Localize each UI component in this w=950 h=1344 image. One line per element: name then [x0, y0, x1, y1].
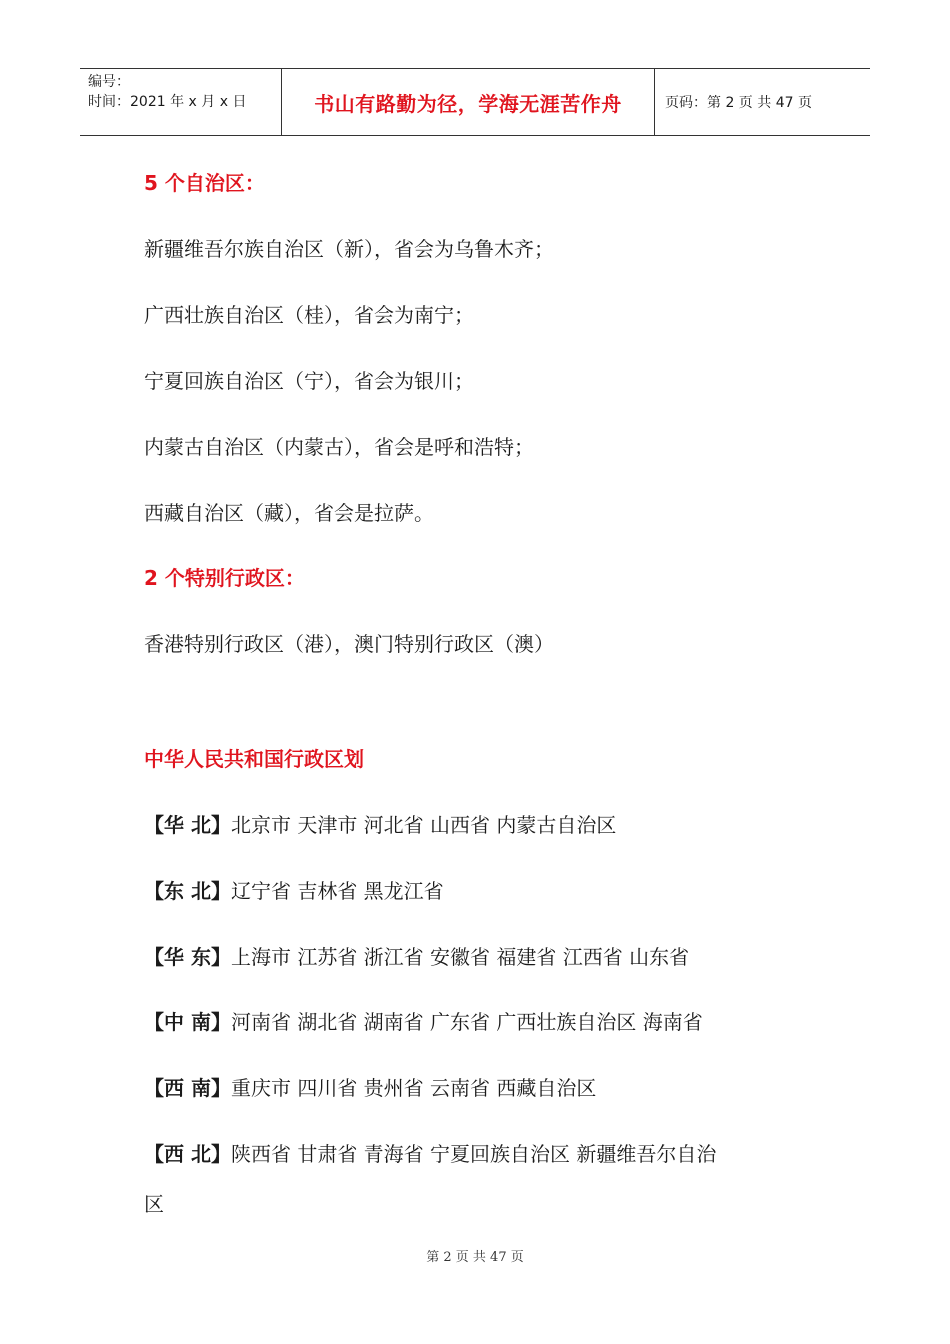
region-provinces: 陕西省 甘肃省 青海省 宁夏回族自治区 新疆维吾尔自治	[230, 1142, 717, 1166]
autonomous-region-item: 广西壮族自治区（桂），省会为南宁；	[144, 303, 474, 327]
region-provinces: 重庆市 四川省 贵州省 云南省 西藏自治区	[230, 1076, 597, 1100]
document-number-label: 编号：	[88, 74, 130, 90]
sar-heading: 2 个特别行政区：	[144, 566, 305, 590]
region-row	[144, 1139, 716, 1169]
page-header	[80, 68, 870, 136]
region-row	[144, 876, 444, 906]
region-provinces: 河南省 湖北省 湖南省 广东省 广西壮族自治区 海南省	[230, 1010, 703, 1034]
region-label: 【西 北】	[144, 1142, 231, 1166]
sar-text: 香港特别行政区（港），澳门特别行政区（澳）	[144, 632, 554, 656]
autonomous-regions-heading: 5 个自治区：	[144, 171, 265, 195]
autonomous-region-item: 内蒙古自治区（内蒙古），省会是呼和浩特；	[144, 435, 534, 459]
autonomous-region-item: 新疆维吾尔族自治区（新），省会为乌鲁木齐；	[144, 237, 554, 261]
header-page-info: 页码：第 2 页 共 47 页	[665, 95, 812, 111]
region-provinces: 北京市 天津市 河北省 山西省 内蒙古自治区	[230, 813, 617, 837]
divisions-heading: 中华人民共和国行政区划	[144, 747, 364, 771]
header-motto: 书山有路勤为径，学海无涯苦作舟	[282, 69, 655, 135]
region-row	[144, 942, 689, 972]
autonomous-region-item: 西藏自治区（藏），省会是拉萨。	[144, 501, 434, 525]
region-row	[144, 810, 616, 840]
page-footer: 第 2 页 共 47 页	[426, 1250, 524, 1265]
region-label: 【华 东】	[144, 945, 231, 969]
region-label: 【东 北】	[144, 879, 231, 903]
header-meta	[80, 69, 282, 135]
region-row	[144, 1073, 596, 1103]
autonomous-region-item: 宁夏回族自治区（宁），省会为银川；	[144, 369, 474, 393]
region-row-wrap: 区	[144, 1192, 164, 1216]
region-label: 【华 北】	[144, 813, 231, 837]
region-label: 【西 南】	[144, 1076, 231, 1100]
region-row	[144, 1007, 703, 1037]
region-provinces: 辽宁省 吉林省 黑龙江省	[230, 879, 444, 903]
region-label: 【中 南】	[144, 1010, 231, 1034]
region-provinces: 上海市 江苏省 浙江省 安徽省 福建省 江西省 山东省	[230, 945, 690, 969]
document-date-label: 时间：2021 年 x 月 x 日	[88, 94, 247, 110]
